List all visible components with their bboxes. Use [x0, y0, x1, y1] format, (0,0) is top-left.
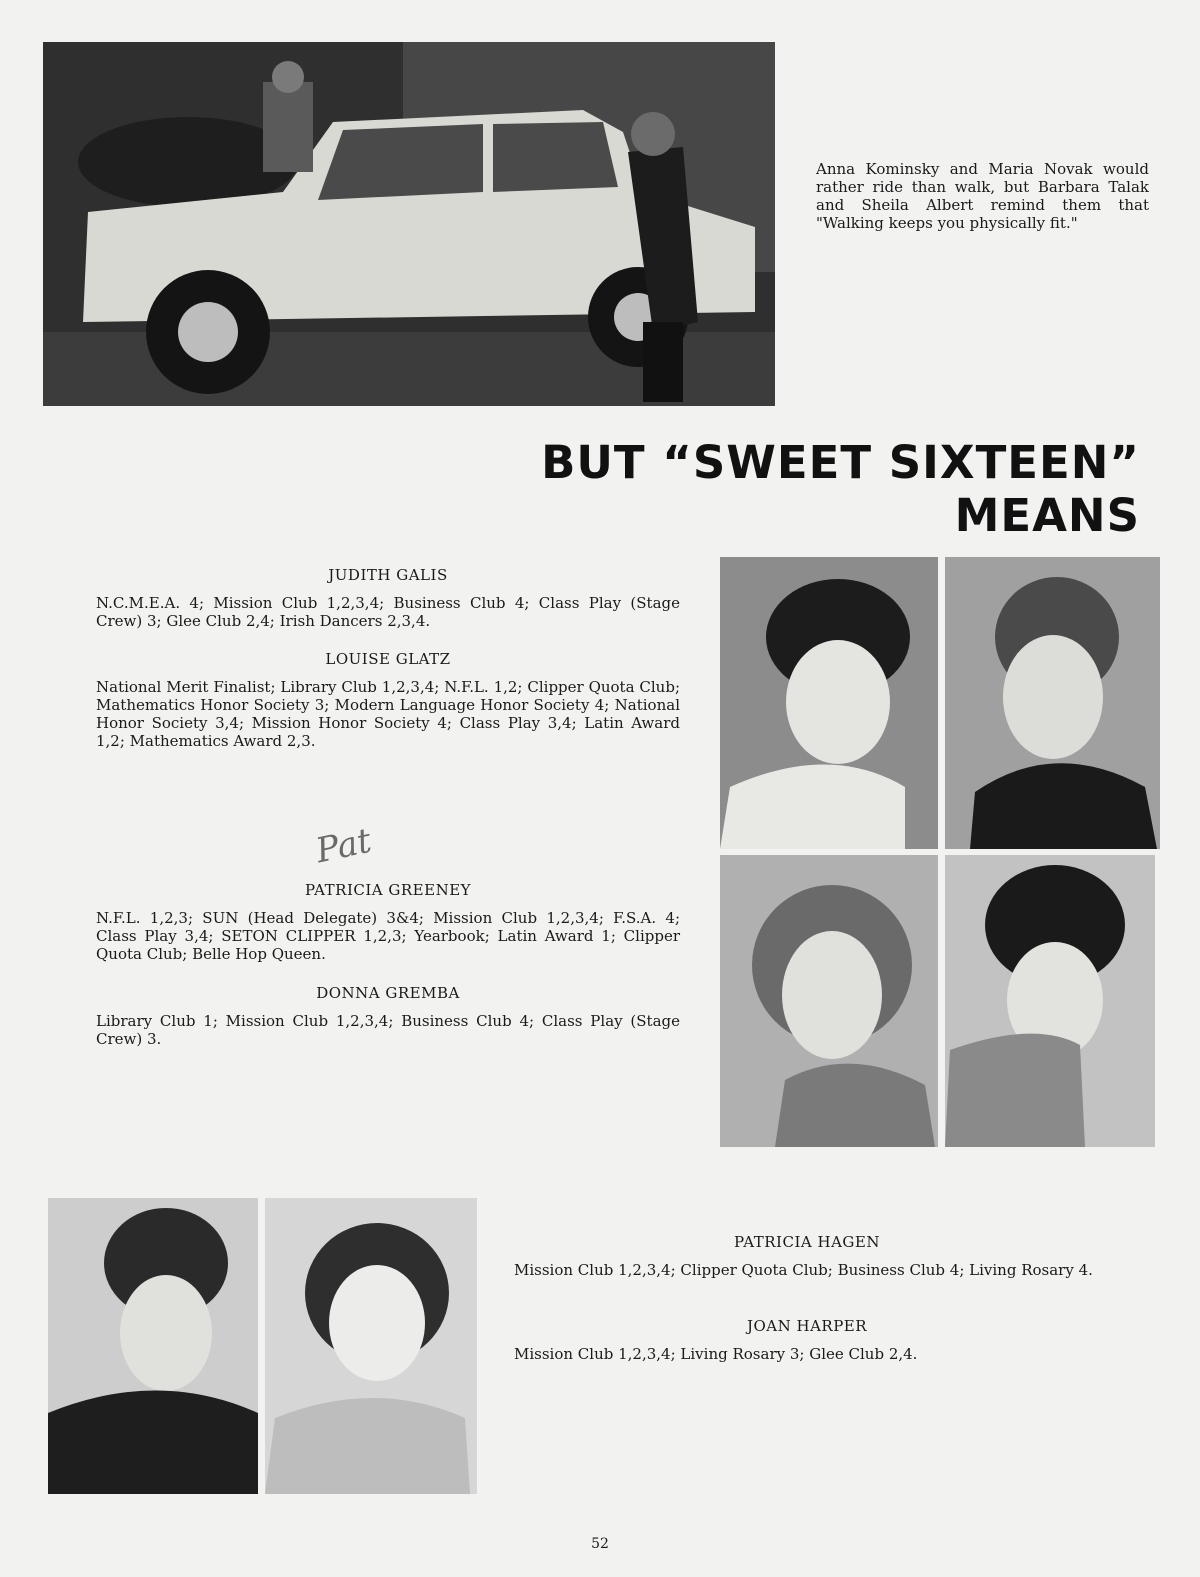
portrait-photo — [945, 557, 1160, 849]
student-entry — [96, 566, 680, 630]
car-photo — [43, 42, 775, 406]
student-activities: Library Club 1; Mission Club 1,2,3,4; Business Club 4; Class Play (Stage Crew) 3. — [96, 1012, 680, 1048]
photo-caption: Anna Kominsky and Maria Novak would rather ride than walk, but Barbara Talak and Sheila Albert remind them that "Walking keeps you physically fit." — [816, 160, 1149, 232]
student-name: PATRICIA HAGEN — [734, 1233, 880, 1251]
page-headline: BUT “SWEET SIXTEEN” MEANS — [541, 436, 1140, 542]
student-activities: N.F.L. 1,2,3; SUN (Head Delegate) 3&4; Mission Club 1,2,3,4; F.S.A. 4; Class Play 3,4; SETON CLIPPER 1,2,3; Yearbook; Latin Award 1; Clipper Quota Club; Belle Hop Queen. — [96, 909, 680, 963]
student-entry — [96, 984, 680, 1048]
student-activities: Mission Club 1,2,3,4; Living Rosary 3; Glee Club 2,4. — [514, 1345, 918, 1363]
student-name: JOAN HARPER — [746, 1317, 868, 1335]
portrait-photo — [720, 855, 938, 1147]
student-name: PATRICIA GREENEY — [304, 881, 472, 899]
handwritten-signature: Pat — [312, 820, 375, 872]
student-name: DONNA GREMBA — [316, 984, 460, 1002]
portrait-photo — [945, 855, 1155, 1147]
student-activities: Mission Club 1,2,3,4; Clipper Quota Club; Business Club 4; Living Rosary 4. — [514, 1261, 1093, 1279]
student-activities: National Merit Finalist; Library Club 1,2,3,4; N.F.L. 1,2; Clipper Quota Club; Mathematics Honor Society 3; Modern Language Honor Society 4; National Honor Society 3,4; Mission Honor Society 4; Class Play 3,4; Latin Award 1,2; Mathematics Award 2,3. — [96, 678, 680, 750]
student-activities: N.C.M.E.A. 4; Mission Club 1,2,3,4; Business Club 4; Class Play (Stage Crew) 3; Glee Club 2,4; Irish Dancers 2,3,4. — [96, 594, 680, 630]
portrait-photo — [720, 557, 938, 849]
student-name: JUDITH GALIS — [328, 566, 448, 584]
student-name: LOUISE GLATZ — [325, 650, 451, 668]
student-entry — [514, 1233, 1100, 1279]
student-entry — [514, 1317, 1100, 1363]
portrait-photo — [48, 1198, 258, 1494]
student-entry — [96, 650, 680, 750]
student-entry — [96, 881, 680, 963]
page-number: 52 — [591, 1536, 609, 1552]
portrait-photo — [265, 1198, 477, 1494]
